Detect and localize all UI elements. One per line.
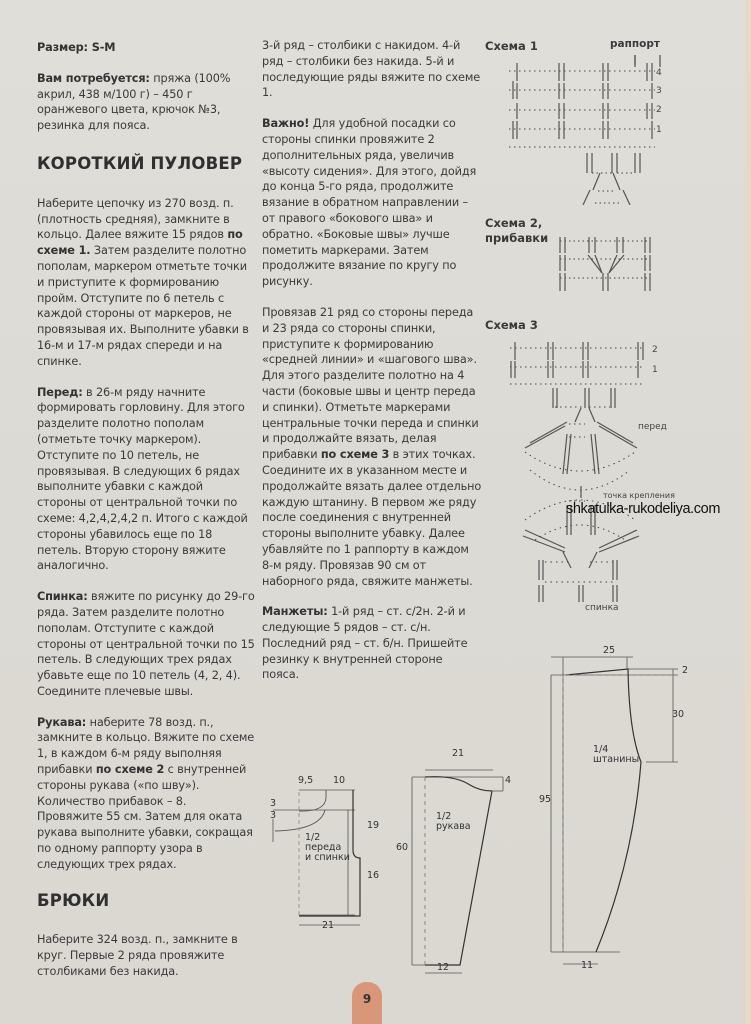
leg-dim-hip: 30 — [672, 709, 685, 720]
cuffs-paragraph — [262, 604, 482, 683]
left-column — [37, 40, 255, 995]
sleeve-dim-top: 21 — [452, 748, 465, 759]
important-label: Важно! — [262, 117, 310, 131]
important-text: Для удобной посадки со стороны спинки провяжите 2 дополнительных ряда, увеличив «высоту сидения». Для этого, дойдя до конца 5-го ряда, продолжите вязание в обратном направлении – от правого «бокового шва» и обратно. «Боковые швы» лучше пометить маркерами. Затем продолжите вязание по кругу по рисунку. — [262, 117, 477, 289]
size-paragraph — [37, 40, 255, 56]
sleeves-text-2: с внутренней стороны рукава («по шву»). Количество прибавок – 8. Провяжите 55 см. Затем для оката рукава выполните убавки, сокращая по одному раппорту узора в следующих трех рядах. — [37, 763, 253, 871]
body-label-line2: переда — [305, 842, 342, 853]
sleeves-text: наберите 78 возд. п., замкните в кольцо. Вяжите по схеме 1, в каждом 6-м ряду выполняя прибавки — [37, 715, 255, 777]
pullover-intro — [37, 196, 255, 370]
pullover-intro-bold: по схеме 1. — [37, 228, 243, 258]
body-dim-armhole: 19 — [367, 820, 380, 831]
front-paragraph — [37, 385, 255, 575]
leg-dim-length: 95 — [539, 794, 552, 805]
sleeve-label — [436, 812, 471, 832]
scheme3-arcs — [525, 452, 635, 582]
scheme3-chain-rows — [510, 348, 645, 501]
scheme1-row-1: 1 — [656, 125, 662, 135]
page-number: 9 — [352, 982, 382, 1024]
crotch-text-bold: по схеме 3 — [320, 448, 390, 462]
scheme2-diagram — [555, 233, 655, 293]
leg-dim-waist: 25 — [603, 645, 616, 656]
neckline-back — [299, 790, 326, 811]
sleeve-dim-length: 60 — [396, 842, 409, 853]
scheme3-title: Схема 3 — [485, 318, 538, 332]
front-label: Перед: — [37, 385, 83, 399]
materials-label: Вам потребуется: — [37, 71, 150, 85]
body-dim-shoulder: 10 — [333, 775, 346, 786]
sleeve-label-fraction: 1/2 — [436, 811, 452, 822]
leg-dim-back-rise: 2 — [682, 665, 689, 676]
sleeve-outline — [425, 777, 492, 965]
leg-label-line2: штанины — [593, 754, 640, 765]
size-value: S-M — [87, 41, 116, 54]
scheme2-title-line1: Схема 2, — [485, 216, 543, 230]
scheme1-stitches — [513, 55, 652, 205]
leg-outline — [566, 669, 641, 952]
important-paragraph — [262, 116, 482, 290]
crotch-text-2: в этих точках. Соедините их в указанном месте и продолжайте вязать далее отдельно каждую штанину. В первом же ряду после соединения с внутренней стороны выполните убавку. Далее убавляйте по 1 раппорту в каждом 8-м ряду. Провязав 90 см от наборного ряда, свяжите манжеты. — [262, 448, 482, 588]
front-text: в 26-м ряду начните формировать горловину. Для этого разделите полотно пополам (отметьте точку маркером). Отступите по 10 петель, не провязывая. В следующих 6 рядах выполните убавки с каждой стороны от центральной точки по схеме: 4,2,4,2,4,2 п. Итого с каждой стороны убавилось еще по 18 петель. Вторую сторону вяжите аналогично. — [37, 385, 248, 573]
scheme3-row-1: 1 — [652, 365, 658, 375]
sleeve-dim-cuff: 12 — [437, 962, 450, 973]
body-dim-side: 16 — [367, 870, 380, 881]
pullover-heading: КОРОТКИЙ ПУЛОВЕР — [37, 153, 243, 173]
sleeve-pattern-diagram — [400, 755, 510, 975]
pullover-intro-text: Наберите цепочку из 270 возд. п. (плотность средняя), замкните в кольцо. Далее вяжите 15 рядов — [37, 196, 234, 242]
leg-dimension-lines — [551, 657, 678, 964]
pullover-intro-text-2: Затем разделите полотно пополам, маркером отметьте точки и приступите к формированию пройм. Отступите по 6 петель с каждой стороны от маркеров, не провязывая их. Выполните убавки в 16-м и 17-м рядах спереди и на спинке. — [37, 244, 249, 368]
sleeves-paragraph — [37, 715, 255, 873]
scheme1-title: Схема 1 — [485, 39, 538, 53]
leg-dim-cuff: 11 — [581, 960, 594, 971]
sleeves-label: Рукава: — [37, 715, 87, 729]
back-label: Спинка: — [37, 590, 88, 604]
scheme3-diagram — [505, 340, 655, 620]
sleeve-dim-cap: 4 — [505, 775, 512, 786]
scheme1-row-3: 3 — [656, 86, 662, 96]
cuffs-label: Манжеты: — [262, 605, 328, 619]
leg-pattern-diagram — [548, 652, 688, 972]
scheme2-title-line2: прибавки — [485, 231, 549, 245]
scheme2-chain-rows — [560, 241, 650, 278]
leg-label-fraction: 1/4 — [593, 744, 609, 755]
leg-label — [593, 745, 639, 765]
body-label-line3: и спинки — [305, 852, 350, 863]
scheme2-stitches — [560, 237, 650, 291]
materials-text: пряжа (100% акрил, 438 м/100 г) – 450 г оранжевого цвета, крючок №3, резинка для пояса. — [37, 71, 231, 133]
rows-paragraph: 3-й ряд – столбики с накидом. 4-й ряд – столбики без накида. 5-й и последующие ряды вяжите по схеме 1. — [262, 39, 480, 100]
middle-column — [262, 38, 482, 698]
crotch-text: Провязав 21 ряд со стороны переда и 23 ряда со стороны спинки, приступите к формированию «средней линии» и «шагового шва». Для этого разделите полотно на 4 части (боковые швы и центр переда и спинки). Отметьте маркерами центральные точки переда и спинки и продолжайте вязать, делая прибавки — [262, 305, 479, 462]
scheme1-diagram — [505, 55, 665, 205]
back-paragraph — [37, 589, 255, 700]
body-dim-width: 21 — [322, 920, 335, 931]
size-label: Размер: — [37, 41, 88, 54]
page-edge — [745, 0, 751, 1024]
scheme1-row-2: 2 — [656, 105, 662, 115]
body-dim-neck-width: 9,5 — [298, 775, 314, 786]
crotch-paragraph — [262, 305, 482, 589]
neckline-front — [275, 810, 325, 831]
rapport-label: раппорт — [610, 38, 660, 50]
trousers-paragraph: Наберите 324 возд. п., замкните в круг. Первые 2 ряда провяжите столбиками без накида. — [37, 933, 238, 979]
scheme3-front-label: перед — [638, 422, 667, 432]
sleeve-dimension-lines — [412, 770, 503, 973]
scheme1-row-4: 4 — [656, 68, 662, 78]
scheme3-row-2: 2 — [652, 345, 658, 355]
scheme3-stitches — [511, 342, 643, 602]
scheme1-chain-rows — [509, 71, 655, 147]
watermark: shkatulka-rukodeliya.com — [566, 501, 720, 517]
body-dim-back-neck-depth: 3 — [270, 798, 277, 809]
scheme3-back-label: спинка — [585, 603, 619, 613]
body-label — [305, 833, 350, 863]
sleeves-text-bold: по схеме 2 — [95, 763, 165, 777]
scheme3-attach-label: точка крепления — [603, 491, 675, 500]
body-dim-front-neck-depth: 3 — [270, 810, 277, 821]
back-text: вяжите по рисунку до 29-го ряда. Затем разделите полотно пополам. Отступите с каждой стороны от центральной точки по 15 петель. В следующих трех рядах убавьте еще по 10 петель (4, 2, 4). Соедините плечевые швы. — [37, 590, 255, 698]
materials-paragraph — [37, 71, 255, 134]
cuffs-text: 1-й ряд – ст. с/2н. 2-й и следующие 5 рядов – ст. с/н. Последний ряд – ст. б/н. Пришейте резинку к внутренней стороне пояса. — [262, 605, 468, 682]
trousers-heading: БРЮКИ — [37, 890, 110, 910]
sleeve-label-line2: рукава — [436, 821, 471, 832]
body-label-fraction: 1/2 — [305, 832, 321, 843]
